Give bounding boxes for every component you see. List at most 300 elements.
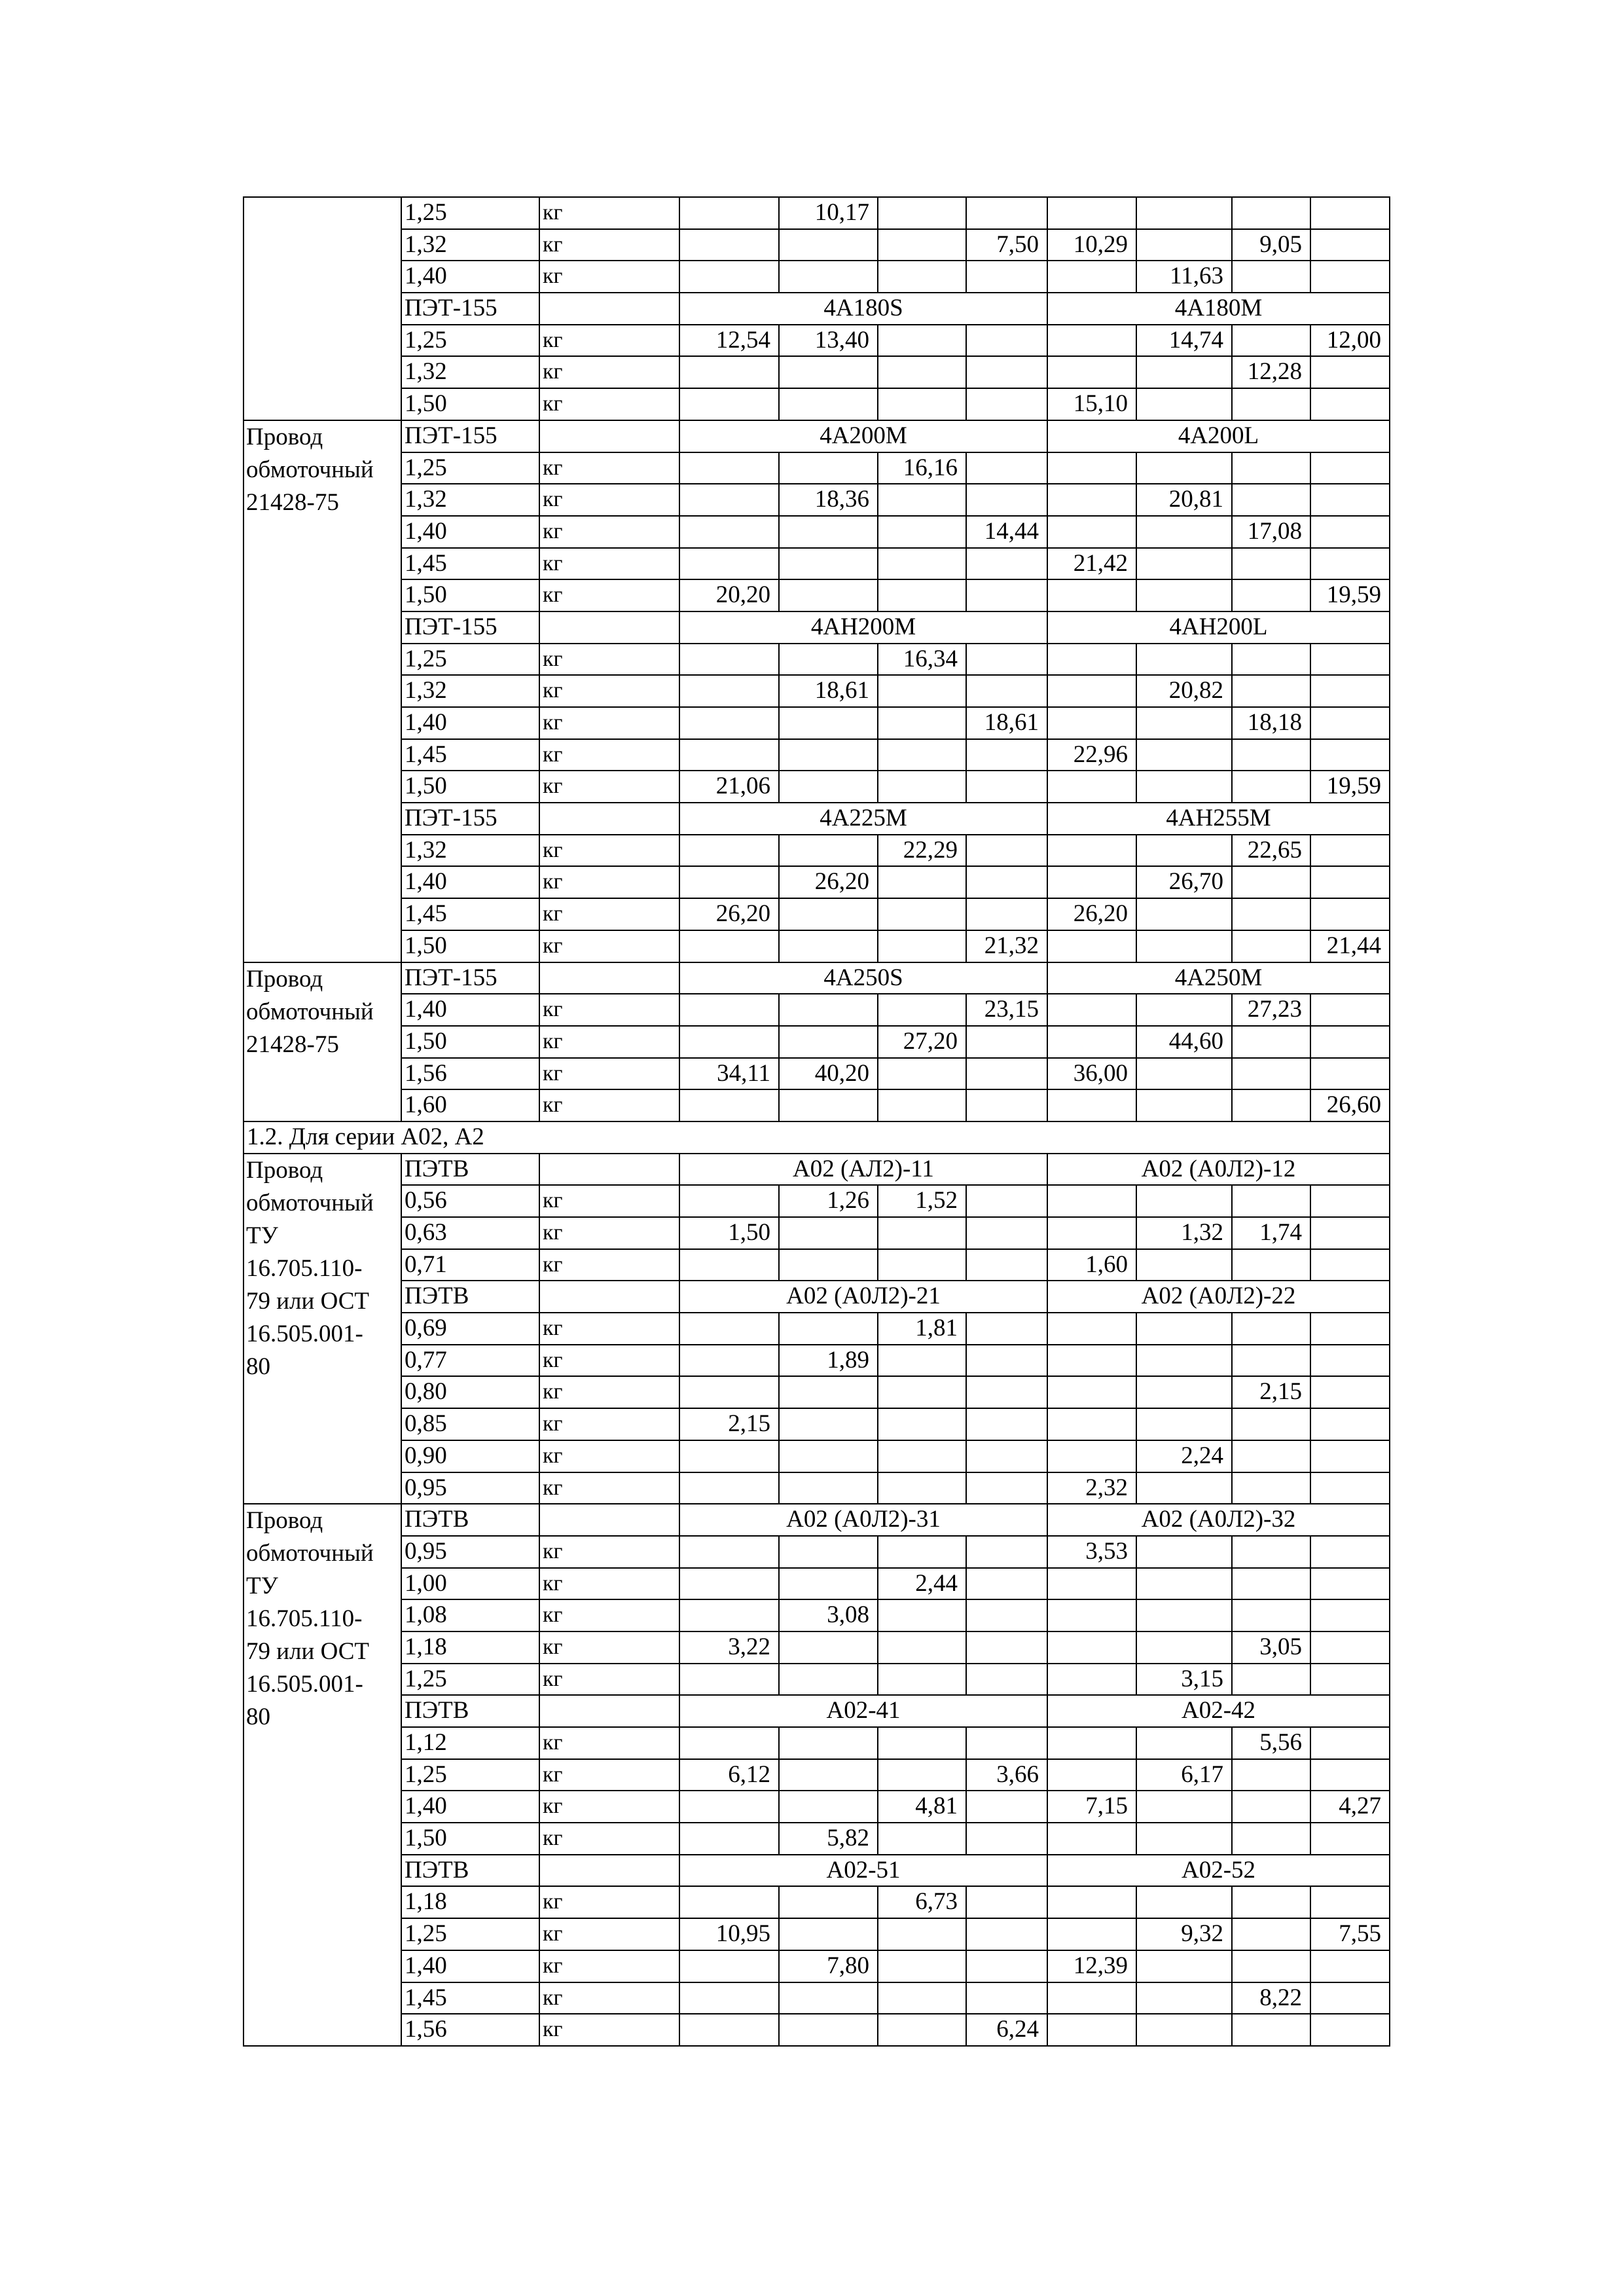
value-cell bbox=[1310, 484, 1390, 516]
value-cell: 1,50 bbox=[679, 1217, 779, 1249]
value-cell: 14,44 bbox=[966, 516, 1047, 548]
value-cell bbox=[878, 356, 966, 388]
value-cell: 5,82 bbox=[779, 1823, 878, 1855]
unit-cell: кг bbox=[539, 516, 679, 548]
value-cell bbox=[1136, 1886, 1232, 1918]
wire-diameter-cell: 1,45 bbox=[401, 739, 539, 771]
value-cell: 18,36 bbox=[779, 484, 878, 516]
value-cell bbox=[878, 930, 966, 962]
value-cell bbox=[878, 1536, 966, 1568]
unit-cell: кг bbox=[539, 579, 679, 611]
unit-cell: кг bbox=[539, 675, 679, 707]
value-cell bbox=[779, 356, 878, 388]
value-cell: 4,81 bbox=[878, 1791, 966, 1823]
value-cell bbox=[1136, 1185, 1232, 1217]
material-line: 80 bbox=[246, 1353, 270, 1380]
value-cell bbox=[1047, 930, 1136, 962]
motor-type-header: 4А180S bbox=[679, 293, 1047, 325]
value-cell bbox=[878, 197, 966, 229]
value-cell bbox=[966, 1727, 1047, 1759]
wire-diameter-cell: 0,85 bbox=[401, 1408, 539, 1440]
value-cell bbox=[1232, 1536, 1310, 1568]
unit-cell: кг bbox=[539, 1376, 679, 1408]
value-cell bbox=[878, 898, 966, 930]
value-cell bbox=[1047, 1823, 1136, 1855]
wire-diameter-cell: 1,50 bbox=[401, 930, 539, 962]
value-cell bbox=[779, 516, 878, 548]
value-cell bbox=[1047, 1664, 1136, 1696]
material-line: Провод bbox=[246, 965, 323, 993]
value-cell bbox=[966, 325, 1047, 357]
value-cell bbox=[1310, 707, 1390, 739]
wire-diameter-cell: 1,32 bbox=[401, 356, 539, 388]
motor-type-header: 4А225М bbox=[679, 803, 1047, 835]
value-cell bbox=[1232, 898, 1310, 930]
value-cell bbox=[1232, 739, 1310, 771]
wire-diameter-cell: 1,32 bbox=[401, 229, 539, 261]
material-line: 21428-75 bbox=[246, 1030, 339, 1058]
value-cell bbox=[1232, 325, 1310, 357]
value-cell bbox=[779, 261, 878, 293]
value-cell bbox=[1047, 994, 1136, 1026]
unit-cell: кг bbox=[539, 1472, 679, 1504]
value-cell bbox=[1310, 1599, 1390, 1631]
value-cell bbox=[1136, 1727, 1232, 1759]
wire-diameter-cell: 1,18 bbox=[401, 1631, 539, 1664]
table-row bbox=[244, 1313, 1390, 1345]
value-cell bbox=[1310, 1345, 1390, 1377]
value-cell: 44,60 bbox=[1136, 1026, 1232, 1058]
value-cell bbox=[679, 197, 779, 229]
value-cell bbox=[779, 1631, 878, 1664]
value-cell bbox=[966, 1440, 1047, 1472]
motor-type-header: А02-52 bbox=[1047, 1855, 1390, 1887]
wire-diameter-cell: 0,71 bbox=[401, 1249, 539, 1281]
value-cell bbox=[679, 356, 779, 388]
table-row bbox=[244, 1217, 1390, 1249]
value-cell: 16,34 bbox=[878, 644, 966, 676]
unit-cell: кг bbox=[539, 1440, 679, 1472]
value-cell: 1,81 bbox=[878, 1313, 966, 1345]
value-cell bbox=[1136, 930, 1232, 962]
unit-cell: кг bbox=[539, 1185, 679, 1217]
value-cell: 27,23 bbox=[1232, 994, 1310, 1026]
value-cell bbox=[1310, 1472, 1390, 1504]
value-cell bbox=[1232, 1185, 1310, 1217]
value-cell bbox=[679, 261, 779, 293]
value-cell: 26,60 bbox=[1310, 1089, 1390, 1121]
value-cell bbox=[1136, 898, 1232, 930]
value-cell: 18,61 bbox=[779, 675, 878, 707]
value-cell: 7,55 bbox=[1310, 1918, 1390, 1950]
value-cell bbox=[1047, 325, 1136, 357]
value-cell bbox=[878, 707, 966, 739]
unit-cell: кг bbox=[539, 1089, 679, 1121]
value-cell bbox=[1310, 1759, 1390, 1791]
value-cell bbox=[1047, 644, 1136, 676]
value-cell bbox=[966, 548, 1047, 580]
value-cell bbox=[1310, 1727, 1390, 1759]
value-cell bbox=[1310, 1631, 1390, 1664]
value-cell bbox=[966, 484, 1047, 516]
value-cell bbox=[1232, 1791, 1310, 1823]
wire-diameter-cell: 1,25 bbox=[401, 197, 539, 229]
table-row bbox=[244, 1664, 1390, 1696]
value-cell bbox=[878, 1217, 966, 1249]
wire-brand-cell: ПЭТВ bbox=[401, 1281, 539, 1313]
wire-diameter-cell: 1,40 bbox=[401, 516, 539, 548]
value-cell bbox=[1310, 548, 1390, 580]
unit-cell: кг bbox=[539, 739, 679, 771]
motor-type-header: А02-42 bbox=[1047, 1695, 1390, 1727]
table-row bbox=[244, 707, 1390, 739]
material-cell bbox=[244, 197, 401, 420]
value-cell bbox=[1232, 1664, 1310, 1696]
value-cell: 26,20 bbox=[1047, 898, 1136, 930]
value-cell bbox=[1136, 835, 1232, 867]
wire-diameter-cell: 1,25 bbox=[401, 644, 539, 676]
value-cell bbox=[1136, 1249, 1232, 1281]
value-cell bbox=[1310, 835, 1390, 867]
value-cell: 14,74 bbox=[1136, 325, 1232, 357]
wire-diameter-cell: 1,08 bbox=[401, 1599, 539, 1631]
value-cell: 22,65 bbox=[1232, 835, 1310, 867]
material-line: Провод bbox=[246, 423, 323, 450]
group-header-row bbox=[244, 1695, 1390, 1727]
value-cell bbox=[1047, 1376, 1136, 1408]
unit-cell: кг bbox=[539, 1249, 679, 1281]
value-cell bbox=[1232, 1759, 1310, 1791]
wire-diameter-cell: 1,12 bbox=[401, 1727, 539, 1759]
value-cell: 13,40 bbox=[779, 325, 878, 357]
value-cell bbox=[966, 1058, 1047, 1090]
value-cell bbox=[1310, 1823, 1390, 1855]
value-cell: 4,27 bbox=[1310, 1791, 1390, 1823]
value-cell: 1,89 bbox=[779, 1345, 878, 1377]
material-line: обмоточный bbox=[246, 1189, 374, 1216]
empty-cell bbox=[539, 1504, 679, 1536]
value-cell bbox=[966, 1631, 1047, 1664]
value-cell: 7,50 bbox=[966, 229, 1047, 261]
unit-cell: кг bbox=[539, 388, 679, 420]
wire-diameter-cell: 1,45 bbox=[401, 1982, 539, 2014]
wire-diameter-cell: 1,40 bbox=[401, 866, 539, 898]
value-cell bbox=[1310, 2014, 1390, 2046]
table-row bbox=[244, 484, 1390, 516]
motor-type-header: 4АН200L bbox=[1047, 611, 1390, 644]
value-cell: 36,00 bbox=[1047, 1058, 1136, 1090]
value-cell bbox=[779, 1568, 878, 1600]
value-cell bbox=[1310, 197, 1390, 229]
unit-cell: кг bbox=[539, 325, 679, 357]
value-cell: 2,24 bbox=[1136, 1440, 1232, 1472]
unit-cell: кг bbox=[539, 1950, 679, 1982]
value-cell bbox=[878, 1599, 966, 1631]
unit-cell: кг bbox=[539, 1345, 679, 1377]
motor-type-header: 4А180М bbox=[1047, 293, 1390, 325]
value-cell bbox=[1232, 1472, 1310, 1504]
value-cell bbox=[779, 898, 878, 930]
wire-diameter-cell: 1,40 bbox=[401, 994, 539, 1026]
table-row bbox=[244, 1791, 1390, 1823]
motor-type-header: 4А200М bbox=[679, 420, 1047, 452]
motor-type-header: 4А250М bbox=[1047, 962, 1390, 994]
value-cell bbox=[1310, 1664, 1390, 1696]
value-cell: 17,08 bbox=[1232, 516, 1310, 548]
value-cell bbox=[1310, 1408, 1390, 1440]
value-cell bbox=[1310, 388, 1390, 420]
value-cell bbox=[1136, 1791, 1232, 1823]
group-header-row bbox=[244, 293, 1390, 325]
value-cell bbox=[1047, 771, 1136, 803]
value-cell bbox=[966, 1249, 1047, 1281]
value-cell: 1,52 bbox=[878, 1185, 966, 1217]
table-row bbox=[244, 771, 1390, 803]
value-cell: 1,26 bbox=[779, 1185, 878, 1217]
value-cell bbox=[1310, 452, 1390, 484]
value-cell bbox=[779, 1918, 878, 1950]
value-cell: 18,18 bbox=[1232, 707, 1310, 739]
value-cell: 27,20 bbox=[878, 1026, 966, 1058]
value-cell: 3,08 bbox=[779, 1599, 878, 1631]
value-cell bbox=[878, 994, 966, 1026]
value-cell bbox=[878, 1440, 966, 1472]
material-cell bbox=[244, 962, 401, 1121]
value-cell bbox=[878, 1089, 966, 1121]
value-cell bbox=[779, 1472, 878, 1504]
wire-diameter-cell: 1,50 bbox=[401, 771, 539, 803]
value-cell bbox=[1232, 1886, 1310, 1918]
value-cell bbox=[878, 1376, 966, 1408]
wire-diameter-cell: 1,25 bbox=[401, 452, 539, 484]
table-row bbox=[244, 1185, 1390, 1217]
value-cell bbox=[1047, 356, 1136, 388]
value-cell bbox=[1047, 1918, 1136, 1950]
value-cell: 1,32 bbox=[1136, 1217, 1232, 1249]
value-cell bbox=[966, 1026, 1047, 1058]
table-row bbox=[244, 516, 1390, 548]
empty-cell bbox=[539, 1154, 679, 1186]
value-cell bbox=[1310, 1026, 1390, 1058]
value-cell bbox=[1232, 675, 1310, 707]
wire-diameter-cell: 0,56 bbox=[401, 1185, 539, 1217]
unit-cell: кг bbox=[539, 548, 679, 580]
value-cell: 1,74 bbox=[1232, 1217, 1310, 1249]
unit-cell: кг bbox=[539, 994, 679, 1026]
wire-diameter-cell: 1,45 bbox=[401, 898, 539, 930]
value-cell: 3,66 bbox=[966, 1759, 1047, 1791]
value-cell: 22,96 bbox=[1047, 739, 1136, 771]
value-cell bbox=[966, 675, 1047, 707]
value-cell bbox=[679, 1599, 779, 1631]
unit-cell: кг bbox=[539, 1664, 679, 1696]
table-row bbox=[244, 1058, 1390, 1090]
table-row bbox=[244, 1026, 1390, 1058]
table-row bbox=[244, 261, 1390, 293]
value-cell: 2,44 bbox=[878, 1568, 966, 1600]
wire-diameter-cell: 1,40 bbox=[401, 1950, 539, 1982]
material-line: 16.505.001- bbox=[246, 1671, 363, 1698]
value-cell bbox=[1047, 1631, 1136, 1664]
value-cell bbox=[1136, 197, 1232, 229]
value-cell bbox=[1136, 1313, 1232, 1345]
value-cell bbox=[966, 771, 1047, 803]
unit-cell: кг bbox=[539, 1026, 679, 1058]
value-cell bbox=[1136, 452, 1232, 484]
value-cell bbox=[779, 1759, 878, 1791]
section-title: 1.2. Для серии А02, А2 bbox=[244, 1121, 1390, 1154]
value-cell bbox=[1136, 1568, 1232, 1600]
empty-cell bbox=[539, 293, 679, 325]
wire-diameter-cell: 1,32 bbox=[401, 835, 539, 867]
unit-cell: кг bbox=[539, 835, 679, 867]
value-cell bbox=[679, 1313, 779, 1345]
unit-cell: кг bbox=[539, 197, 679, 229]
value-cell bbox=[779, 1217, 878, 1249]
value-cell bbox=[966, 739, 1047, 771]
wire-brand-cell: ПЭТ-155 bbox=[401, 962, 539, 994]
value-cell: 7,15 bbox=[1047, 1791, 1136, 1823]
value-cell bbox=[779, 994, 878, 1026]
value-cell bbox=[878, 1759, 966, 1791]
value-cell bbox=[779, 548, 878, 580]
value-cell bbox=[1047, 675, 1136, 707]
value-cell bbox=[1136, 1345, 1232, 1377]
value-cell bbox=[1047, 1982, 1136, 2014]
value-cell bbox=[679, 739, 779, 771]
table-row bbox=[244, 197, 1390, 229]
value-cell bbox=[1310, 1376, 1390, 1408]
value-cell: 26,70 bbox=[1136, 866, 1232, 898]
wire-diameter-cell: 0,80 bbox=[401, 1376, 539, 1408]
value-cell bbox=[1232, 388, 1310, 420]
value-cell bbox=[1232, 1823, 1310, 1855]
value-cell bbox=[1047, 484, 1136, 516]
value-cell bbox=[679, 644, 779, 676]
value-cell bbox=[1047, 707, 1136, 739]
value-cell bbox=[966, 1345, 1047, 1377]
value-cell bbox=[1310, 1058, 1390, 1090]
value-cell bbox=[1136, 579, 1232, 611]
value-cell bbox=[1310, 1217, 1390, 1249]
value-cell bbox=[966, 579, 1047, 611]
value-cell: 3,53 bbox=[1047, 1536, 1136, 1568]
table-row bbox=[244, 898, 1390, 930]
value-cell bbox=[1047, 1599, 1136, 1631]
table-row bbox=[244, 579, 1390, 611]
value-cell bbox=[1232, 1599, 1310, 1631]
value-cell bbox=[779, 1026, 878, 1058]
value-cell bbox=[679, 516, 779, 548]
value-cell bbox=[878, 1472, 966, 1504]
value-cell bbox=[966, 1599, 1047, 1631]
value-cell bbox=[1310, 356, 1390, 388]
table-row bbox=[244, 1982, 1390, 2014]
value-cell bbox=[966, 898, 1047, 930]
empty-cell bbox=[539, 1855, 679, 1887]
unit-cell: кг bbox=[539, 484, 679, 516]
value-cell bbox=[779, 2014, 878, 2046]
wire-diameter-cell: 0,95 bbox=[401, 1536, 539, 1568]
value-cell bbox=[679, 1982, 779, 2014]
wire-brand-cell: ПЭТВ bbox=[401, 1695, 539, 1727]
value-cell bbox=[679, 1249, 779, 1281]
value-cell bbox=[1232, 452, 1310, 484]
motor-type-header: А02-51 bbox=[679, 1855, 1047, 1887]
unit-cell: кг bbox=[539, 261, 679, 293]
empty-cell bbox=[539, 803, 679, 835]
value-cell bbox=[779, 452, 878, 484]
value-cell bbox=[966, 1886, 1047, 1918]
value-cell bbox=[1310, 898, 1390, 930]
wire-diameter-cell: 0,90 bbox=[401, 1440, 539, 1472]
value-cell bbox=[779, 1249, 878, 1281]
table-row bbox=[244, 325, 1390, 357]
wire-diameter-cell: 1,32 bbox=[401, 484, 539, 516]
value-cell bbox=[1232, 548, 1310, 580]
value-cell bbox=[679, 1823, 779, 1855]
value-cell bbox=[1310, 1950, 1390, 1982]
value-cell bbox=[966, 1950, 1047, 1982]
value-cell bbox=[1232, 484, 1310, 516]
wire-brand-cell: ПЭТ-155 bbox=[401, 611, 539, 644]
value-cell bbox=[1232, 2014, 1310, 2046]
value-cell bbox=[1310, 675, 1390, 707]
value-cell bbox=[1310, 1568, 1390, 1600]
wire-diameter-cell: 1,40 bbox=[401, 1791, 539, 1823]
value-cell bbox=[878, 771, 966, 803]
value-cell bbox=[679, 1727, 779, 1759]
value-cell bbox=[679, 1664, 779, 1696]
value-cell bbox=[1232, 1918, 1310, 1950]
value-cell: 20,82 bbox=[1136, 675, 1232, 707]
value-cell bbox=[966, 1823, 1047, 1855]
table-row bbox=[244, 866, 1390, 898]
value-cell: 2,15 bbox=[679, 1408, 779, 1440]
value-cell bbox=[779, 579, 878, 611]
value-cell: 9,05 bbox=[1232, 229, 1310, 261]
value-cell bbox=[878, 516, 966, 548]
value-cell: 40,20 bbox=[779, 1058, 878, 1090]
value-cell bbox=[1136, 356, 1232, 388]
value-cell bbox=[1232, 197, 1310, 229]
unit-cell: кг bbox=[539, 866, 679, 898]
value-cell bbox=[779, 1886, 878, 1918]
wire-brand-cell: ПЭТ-155 bbox=[401, 803, 539, 835]
material-line: ТУ bbox=[246, 1222, 278, 1249]
value-cell bbox=[1047, 1886, 1136, 1918]
table-row bbox=[244, 1408, 1390, 1440]
value-cell bbox=[966, 1185, 1047, 1217]
value-cell bbox=[1136, 644, 1232, 676]
value-cell bbox=[1047, 1345, 1136, 1377]
unit-cell: кг bbox=[539, 1408, 679, 1440]
table-row bbox=[244, 1536, 1390, 1568]
value-cell: 7,80 bbox=[779, 1950, 878, 1982]
value-cell bbox=[1136, 516, 1232, 548]
value-cell bbox=[1232, 1440, 1310, 1472]
unit-cell: кг bbox=[539, 1313, 679, 1345]
value-cell: 21,06 bbox=[679, 771, 779, 803]
wire-diameter-cell: 1,25 bbox=[401, 325, 539, 357]
value-cell: 1,60 bbox=[1047, 1249, 1136, 1281]
value-cell bbox=[966, 1472, 1047, 1504]
wire-diameter-cell: 1,32 bbox=[401, 675, 539, 707]
value-cell: 9,32 bbox=[1136, 1918, 1232, 1950]
value-cell: 19,59 bbox=[1310, 771, 1390, 803]
value-cell: 16,16 bbox=[878, 452, 966, 484]
unit-cell: кг bbox=[539, 356, 679, 388]
